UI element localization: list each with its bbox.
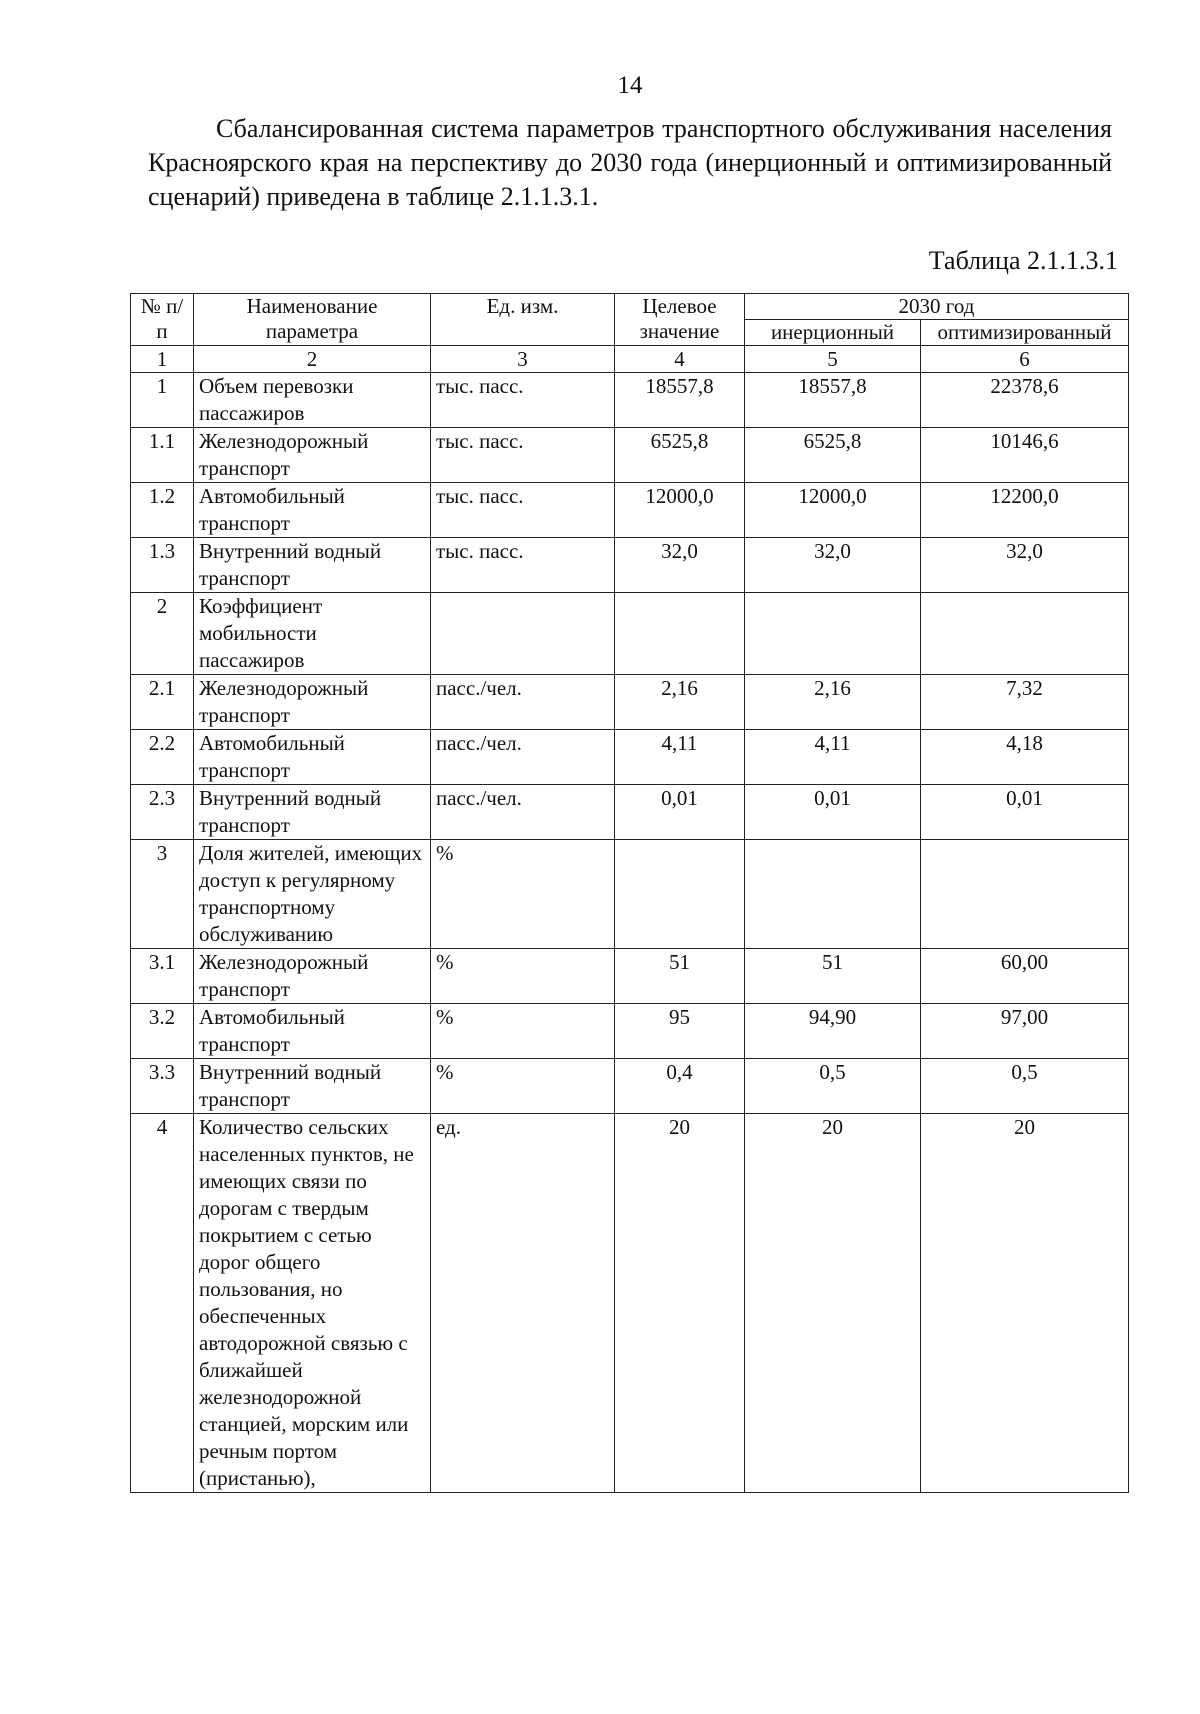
- unit-cell: %: [431, 1004, 615, 1059]
- table-row: [131, 483, 1129, 538]
- inertial-value: 94,90: [745, 1004, 921, 1059]
- header-target: Целевое значение: [615, 294, 745, 346]
- row-number: 2.2: [131, 730, 194, 785]
- unit-cell: %: [431, 949, 615, 1004]
- inertial-value: 51: [745, 949, 921, 1004]
- table-row: [131, 1114, 1129, 1493]
- column-number: 6: [921, 346, 1129, 373]
- parameters-table: [130, 293, 1129, 1493]
- page-number: 14: [617, 72, 643, 99]
- intro-paragraph: Сбалансированная система параметров транспортного обслуживания населения Красноярского края на перспективу до 2030 года (инерционный и оптимизированный сценарий) приведена в таблице 2.1.1.3.1.: [148, 114, 1112, 211]
- table-row: [131, 428, 1129, 483]
- inertial-value: 4,11: [745, 730, 921, 785]
- parameter-name: Автомобильный транспорт: [194, 730, 431, 785]
- inertial-value: 0,01: [745, 785, 921, 840]
- unit-cell: ед.: [431, 1114, 615, 1493]
- table-row: [131, 730, 1129, 785]
- inertial-value: [745, 840, 921, 949]
- parameter-name: Доля жителей, имеющих доступ к регулярному транспортному обслуживанию: [194, 840, 431, 949]
- inertial-value: 6525,8: [745, 428, 921, 483]
- target-value: 6525,8: [615, 428, 745, 483]
- parameter-name: Внутренний водный транспорт: [194, 785, 431, 840]
- parameter-name: Железнодорожный транспорт: [194, 675, 431, 730]
- row-number: 2.1: [131, 675, 194, 730]
- row-number: 1.2: [131, 483, 194, 538]
- inertial-value: 20: [745, 1114, 921, 1493]
- inertial-value: 0,5: [745, 1059, 921, 1114]
- row-number: 2.3: [131, 785, 194, 840]
- inertial-value: 2,16: [745, 675, 921, 730]
- row-number: 4: [131, 1114, 194, 1493]
- target-value: 32,0: [615, 538, 745, 593]
- optimized-value: 4,18: [921, 730, 1129, 785]
- optimized-value: 97,00: [921, 1004, 1129, 1059]
- header-optimized: оптимизированный: [921, 320, 1129, 346]
- table-row: [131, 1004, 1129, 1059]
- row-number: 1: [131, 373, 194, 428]
- column-number: 4: [615, 346, 745, 373]
- column-number: 5: [745, 346, 921, 373]
- parameter-name: Объем перевозки пассажиров: [194, 373, 431, 428]
- parameter-name: Железнодорожный транспорт: [194, 949, 431, 1004]
- column-number: 1: [131, 346, 194, 373]
- parameter-name: Автомобильный транспорт: [194, 1004, 431, 1059]
- row-number: 2: [131, 593, 194, 675]
- optimized-value: [921, 593, 1129, 675]
- header-inertial: инерционный: [745, 320, 921, 346]
- target-value: [615, 840, 745, 949]
- parameter-name: Количество сельских населенных пунктов, не имеющих связи по дорогам с твердым покрытием с сетью дорог общего пользования, но обеспеченных автодорожной связью с ближайшей железнодорожной станцией, морским или речным портом (пристанью),: [194, 1114, 431, 1493]
- table-row: [131, 1059, 1129, 1114]
- table-caption: Таблица 2.1.1.3.1: [928, 246, 1118, 275]
- target-value: 18557,8: [615, 373, 745, 428]
- unit-cell: тыс. пасс.: [431, 428, 615, 483]
- table-row: [131, 593, 1129, 675]
- unit-cell: пасс./чел.: [431, 730, 615, 785]
- table-header-row: [131, 294, 1129, 320]
- target-value: 51: [615, 949, 745, 1004]
- unit-cell: [431, 593, 615, 675]
- column-number: 2: [194, 346, 431, 373]
- optimized-value: 12200,0: [921, 483, 1129, 538]
- table-row: [131, 840, 1129, 949]
- inertial-value: 12000,0: [745, 483, 921, 538]
- optimized-value: 60,00: [921, 949, 1129, 1004]
- target-value: 12000,0: [615, 483, 745, 538]
- optimized-value: 20: [921, 1114, 1129, 1493]
- header-unit: Ед. изм.: [431, 294, 615, 346]
- table-row: [131, 785, 1129, 840]
- unit-cell: тыс. пасс.: [431, 483, 615, 538]
- row-number: 1.3: [131, 538, 194, 593]
- optimized-value: 22378,6: [921, 373, 1129, 428]
- table-row: [131, 373, 1129, 428]
- header-year-group: 2030 год: [745, 294, 1129, 320]
- table-row: [131, 675, 1129, 730]
- target-value: 4,11: [615, 730, 745, 785]
- column-number-row: [131, 346, 1129, 373]
- row-number: 3.2: [131, 1004, 194, 1059]
- target-value: [615, 593, 745, 675]
- parameter-name: Автомобильный транспорт: [194, 483, 431, 538]
- header-name: Наименование параметра: [194, 294, 431, 346]
- unit-cell: %: [431, 840, 615, 949]
- row-number: 3.3: [131, 1059, 194, 1114]
- unit-cell: %: [431, 1059, 615, 1114]
- unit-cell: тыс. пасс.: [431, 373, 615, 428]
- header-no: № п/п: [131, 294, 194, 346]
- parameter-name: Коэффициент мобильности пассажиров: [194, 593, 431, 675]
- inertial-value: 18557,8: [745, 373, 921, 428]
- unit-cell: пасс./чел.: [431, 785, 615, 840]
- optimized-value: 0,01: [921, 785, 1129, 840]
- unit-cell: пасс./чел.: [431, 675, 615, 730]
- target-value: 0,4: [615, 1059, 745, 1114]
- optimized-value: [921, 840, 1129, 949]
- row-number: 3.1: [131, 949, 194, 1004]
- optimized-value: 0,5: [921, 1059, 1129, 1114]
- row-number: 1.1: [131, 428, 194, 483]
- parameter-name: Железнодорожный транспорт: [194, 428, 431, 483]
- optimized-value: 10146,6: [921, 428, 1129, 483]
- parameter-name: Внутренний водный транспорт: [194, 1059, 431, 1114]
- target-value: 0,01: [615, 785, 745, 840]
- table-row: [131, 538, 1129, 593]
- inertial-value: [745, 593, 921, 675]
- target-value: 2,16: [615, 675, 745, 730]
- parameter-name: Внутренний водный транспорт: [194, 538, 431, 593]
- column-number: 3: [431, 346, 615, 373]
- inertial-value: 32,0: [745, 538, 921, 593]
- unit-cell: тыс. пасс.: [431, 538, 615, 593]
- table-row: [131, 949, 1129, 1004]
- optimized-value: 32,0: [921, 538, 1129, 593]
- target-value: 95: [615, 1004, 745, 1059]
- target-value: 20: [615, 1114, 745, 1493]
- row-number: 3: [131, 840, 194, 949]
- optimized-value: 7,32: [921, 675, 1129, 730]
